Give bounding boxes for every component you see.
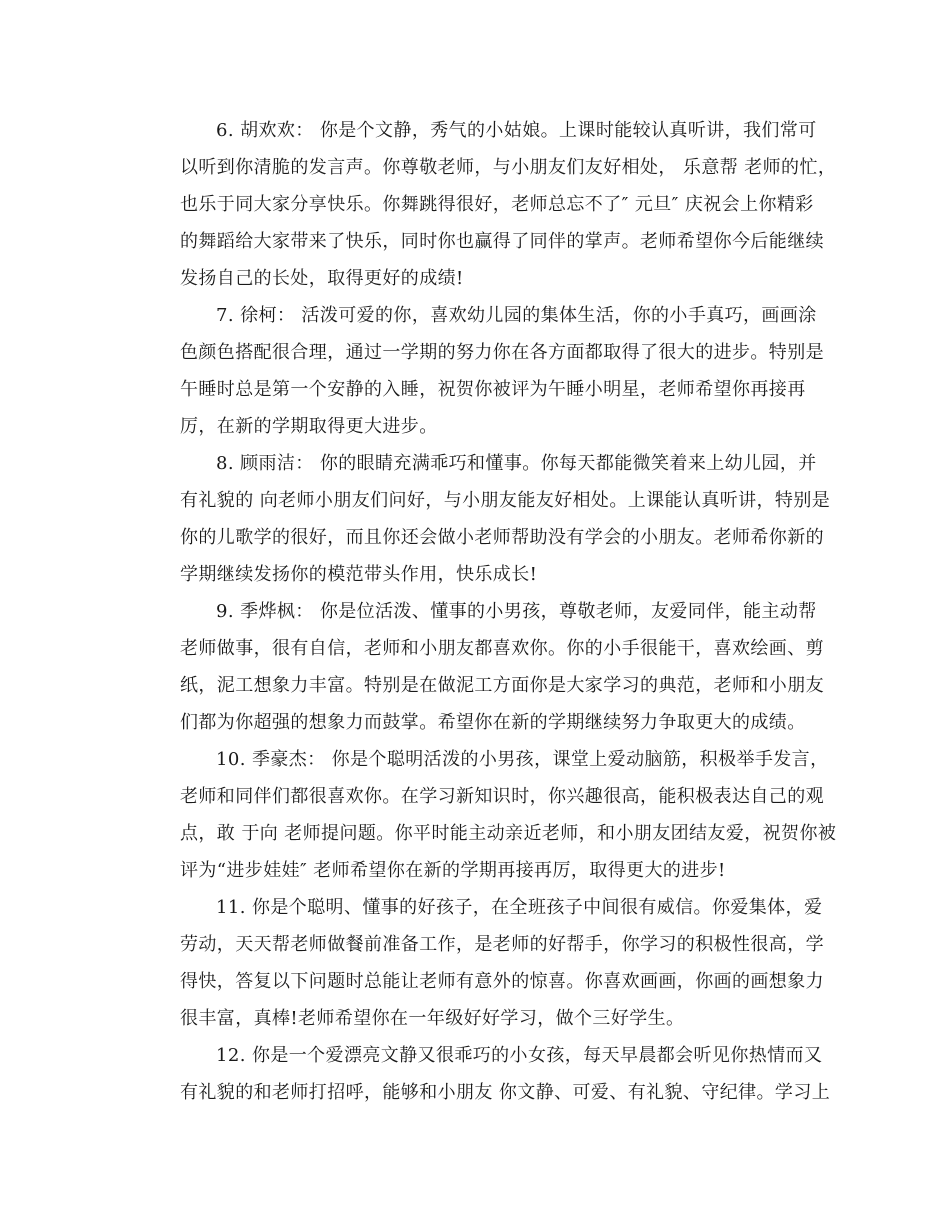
text-line: 的舞蹈给大家带来了快乐，同时你也赢得了同伴的掌声。老师希望你今后能继续 [180,231,824,252]
text-line: 以听到你清脆的发言声。你尊敬老师，与小朋友们友好相处， 乐意帮 老师的忙， [180,157,837,178]
text-line: 很丰富，真棒!老师希望你在一年级好好学习，做个三好学生。 [180,1008,685,1029]
text-line: 点，敢 于向 老师提问题。你平时能主动亲近老师，和小朋友团结友爱，祝贺你被 [180,823,837,844]
paragraph-item-8 [144,445,831,593]
text-line: 得快，答复以下问题时总能让老师有意外的惊喜。你喜欢画画，你画的画想象力 [180,971,824,992]
paragraph-item-7 [144,297,824,445]
text-line: 色颜色搭配很合理，通过一学期的努力你在各方面都取得了很大的进步。特别是 [180,342,824,363]
document-body [144,112,837,1111]
text-line: 厉，在新的学期取得更大进步。 [180,416,438,437]
text-line: 午睡时总是第一个安静的入睡，祝贺你被评为午睡小明星，老师希望你再接再 [180,379,806,400]
paragraph-item-11 [144,889,824,1037]
text-line: 有礼貌的和老师打招呼，能够和小朋友 你文静、可爱、有礼貌、守纪律。学习上 [180,1082,831,1103]
text-line: 有礼貌的 向老师小朋友们问好，与小朋友能友好相处。上课能认真听讲，特别是 [180,490,831,511]
text-line: 12. 你是一个爱漂亮文静又很乖巧的小女孩，每天早晨都会听见你热情而又 [216,1045,823,1066]
text-line: 9. 季烨枫： 你是位活泼、懂事的小男孩，尊敬老师，友爱同伴，能主动帮 [216,601,817,622]
text-line: 11. 你是个聪明、懂事的好孩子，在全班孩子中间很有威信。你爱集体，爱 [216,897,823,918]
text-line: 评为“进步娃娃″ 老师希望你在新的学期再接再厉，取得更大的进步! [180,860,726,881]
text-line: 老师做事，很有自信，老师和小朋友都喜欢你。你的小手很能干，喜欢绘画、剪 [180,638,824,659]
text-line: 7. 徐柯： 活泼可爱的你，喜欢幼儿园的集体生活，你的小手真巧，画画涂 [216,305,817,326]
text-line: 劳动，天天帮老师做餐前准备工作，是老师的好帮手，你学习的积极性很高，学 [180,934,824,955]
text-line: 们都为你超强的想象力而鼓掌。希望你在新的学期继续努力争取更大的成绩。 [180,712,806,733]
paragraph-item-12 [144,1037,831,1111]
text-line: 也乐于同大家分享快乐。你舞跳得很好，老师总忘不了″ 元旦″ 庆祝会上你精彩 [180,194,814,215]
text-line: 学期继续发扬你的模范带头作用，快乐成长! [180,564,538,585]
text-line: 老师和同伴们都很喜欢你。在学习新知识时，你兴趣很高，能积极表达自己的观 [180,786,824,807]
paragraph-item-10 [144,741,837,889]
text-line: 6. 胡欢欢： 你是个文静，秀气的小姑娘。上课时能较认真听讲，我们常可 [216,120,817,141]
text-line: 8. 顾雨洁： 你的眼睛充满乖巧和懂事。你每天都能微笑着来上幼儿园，并 [216,453,817,474]
paragraph-item-6 [144,112,837,297]
text-line: 你的儿歌学的很好，而且你还会做小老师帮助没有学会的小朋友。老师希你新的 [180,527,824,548]
paragraph-item-9 [144,593,824,741]
text-line: 发扬自己的长处，取得更好的成绩! [180,268,464,289]
text-line: 纸，泥工想象力丰富。特别是在做泥工方面你是大家学习的典范，老师和小朋友 [180,675,824,696]
text-line: 10. 季豪杰： 你是个聪明活泼的小男孩，课堂上爱动脑筋，积极举手发言， [216,749,829,770]
